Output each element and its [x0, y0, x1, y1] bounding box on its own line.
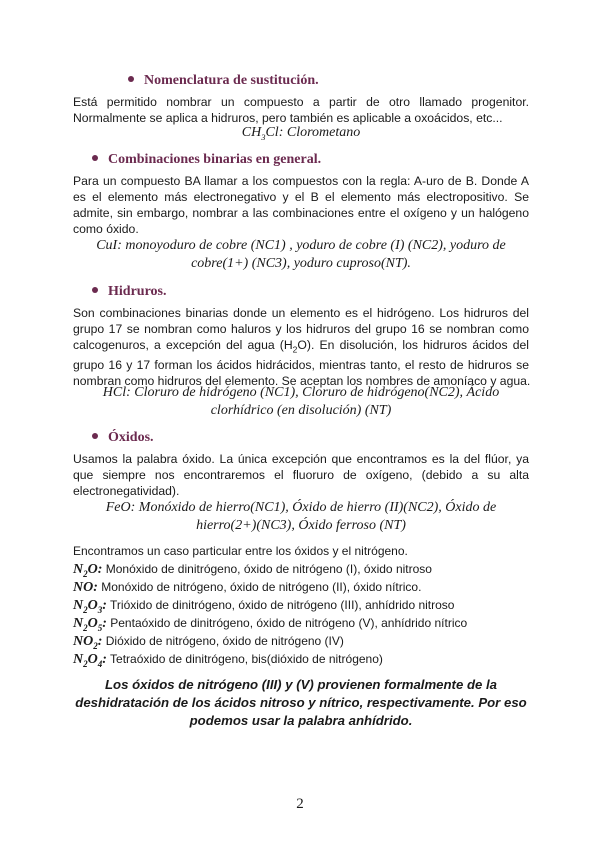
formula: $NO_2$: — [73, 634, 103, 651]
example-clorometano: $CH_3Cl$: Clorometano — [241, 125, 361, 142]
formula: NO: — [73, 580, 98, 595]
bullet-icon — [128, 76, 134, 82]
formula-description: Monóxido de dinitrógeno, óxido de nitrógeno (I), óxido nitroso — [102, 562, 432, 576]
formula-description: Trióxido de dinitrógeno, óxido de nitrógeno (III), anhídrido nitroso — [106, 598, 455, 612]
example-yoduro: CuI: monoyoduro de cobre (NC1) , yoduro de cobre (I) (NC2), yoduro de cobre(1+) (NC3), yoduro cuproso(NT). — [96, 238, 506, 271]
example-feo: FeO: Monóxido de hierro(NC1), Óxido de hierro (II)(NC2), Óxido de hierro(2+)(NC3), Óxido ferroso (NT) — [105, 500, 497, 533]
formula: $N_2O_4$: — [73, 652, 107, 669]
heading-hidruros: Hidruros. — [92, 284, 166, 300]
heading-sustitucion: Nomenclatura de sustitución. — [128, 73, 319, 89]
page-number: 2 — [296, 796, 304, 812]
paragraph-oxidos: Usamos la palabra óxido. La única excepción que encontramos es la del flúor, ya que siempre nos encontraremos el fluoruro de oxígeno, (debido a su alta electronegatividad). — [73, 452, 529, 498]
bullet-icon — [92, 287, 98, 293]
oxidos-intro: Encontramos un caso particular entre los óxidos y el nitrógeno. — [73, 544, 408, 558]
bullet-icon — [92, 433, 98, 439]
paragraph-hidruros: Son combinaciones binarias donde un elemento es el hidrógeno. Los hidruros del grupo 17 se nombran como haluros y los hidruros del grupo 16 se nombran como calcogenuros, a excepción del agua $(H_2O)$. En disolución, los hidruros ácidos del grupo 16 y 17 forman los ácidos hidrácidos, mientras tanto, el resto de hidruros se nombran como hidruros del elemento. Se aceptan los nombres de amoníaco y agua. — [73, 306, 531, 389]
formula-description: Tetraóxido de dinitrógeno, bis(dióxido de nitrógeno) — [106, 652, 383, 666]
formula: $N_2O$: — [73, 562, 103, 579]
formula: $N_2O_5$: — [73, 616, 107, 633]
formula: $N_2O_3$: — [73, 598, 107, 615]
formula-row — [73, 650, 383, 673]
formula-description: Dióxido de nitrógeno, óxido de nitrógeno (IV) — [102, 634, 344, 648]
paragraph-binarias: Para un compuesto BA llamar a los compuestos con la regla: A-uro de B. Donde A es el elemento más electronegativo y el B el elemento más electropositivo. Se admite, sin embargo, nombrar a las combinaciones entre el oxígeno y un halógeno como óxido. — [73, 174, 529, 236]
conclusion-paragraph: Los óxidos de nitrógeno (III) y (V) provienen formalmente de la deshidratación de los ácidos nitroso y nítrico, respectivamente. Por eso podemos usar la palabra anhídrido. — [75, 677, 527, 728]
heading-oxidos: Óxidos. — [92, 430, 154, 446]
bullet-icon — [92, 155, 98, 161]
example-hcl: HCl: Cloruro de hidrógeno (NC1), Cloruro de hidrógeno(NC2), Ácido clorhídrico (en disolución) (NT) — [102, 385, 500, 418]
heading-binarias: Combinaciones binarias en general. — [92, 152, 321, 168]
formula-description: Monóxido de nitrógeno, óxido de nitrógeno (II), óxido nítrico. — [97, 580, 422, 594]
paragraph-sustitucion: Está permitido nombrar un compuesto a partir de otro llamado progenitor. Normalmente se aplica a hidruros, pero también es aplicable a oxoácidos, etc... — [73, 95, 529, 125]
formula-description: Pentaóxido de dinitrógeno, óxido de nitrógeno (V), anhídrido nítrico — [106, 616, 468, 630]
